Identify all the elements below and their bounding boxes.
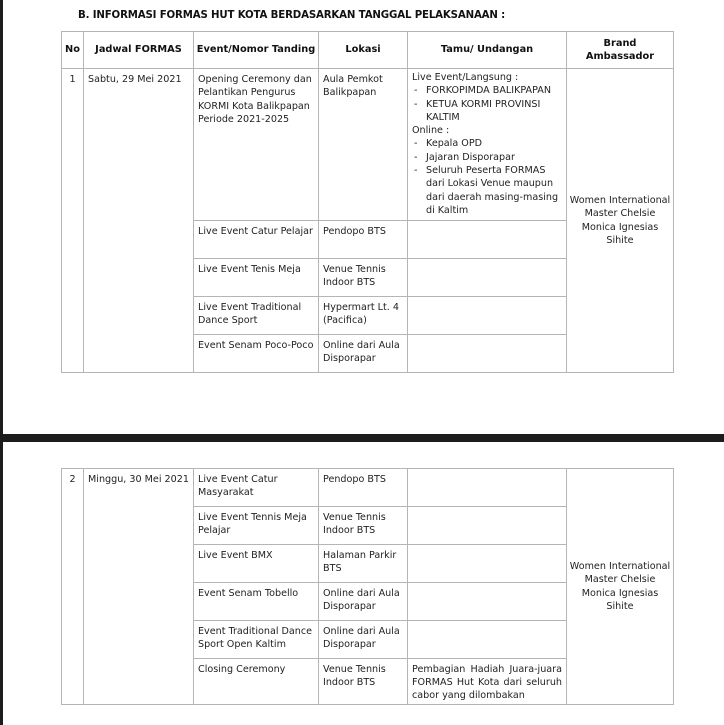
brand-ambassador: Women International Master Chelsie Monica Ignesias Sihite [567, 469, 674, 705]
schedule-date: Sabtu, 29 Mei 2021 [84, 69, 194, 373]
event-name: Live Event BMX [194, 545, 319, 583]
event-location: Online dari Aula Disporapar [319, 335, 408, 373]
guests-online-label: Online : [412, 125, 450, 137]
event-guests [408, 469, 567, 507]
event-name: Live Event Tenis Meja [194, 259, 319, 297]
event-name: Closing Ceremony [194, 659, 319, 705]
event-location: Aula Pemkot Balikpapan [319, 69, 408, 221]
event-guests [408, 545, 567, 583]
table-row [62, 469, 674, 507]
event-name: Live Event Traditional Dance Sport [194, 297, 319, 335]
left-edge-border [0, 0, 3, 725]
guests-live-list [412, 84, 562, 124]
schedule-table-day1 [61, 31, 674, 373]
event-guests [408, 583, 567, 621]
guest-item: - Seluruh Peserta FORMAS dari Lokasi Venue maupun dari daerah masing-masing di Kaltim [412, 164, 562, 217]
table-row [62, 69, 674, 221]
event-guests [408, 297, 567, 335]
event-guests [408, 221, 567, 259]
row-number: 2 [62, 469, 84, 705]
event-location: Online dari Aula Disporapar [319, 583, 408, 621]
column-header-schedule: Jadwal FORMAS [84, 32, 194, 69]
column-header-brand-ambassador: Brand Ambassador [567, 32, 674, 69]
event-guests [408, 69, 567, 221]
event-location: Venue Tennis Indoor BTS [319, 259, 408, 297]
event-name: Live Event Tennis Meja Pelajar [194, 507, 319, 545]
guest-item: - FORKOPIMDA BALIKPAPAN [412, 84, 562, 97]
event-location: Venue Tennis Indoor BTS [319, 507, 408, 545]
schedule-table-day2 [61, 468, 674, 705]
guest-item: - Jajaran Disporapar [412, 151, 562, 164]
event-guests [408, 259, 567, 297]
brand-ambassador: Women International Master Chelsie Monica Ignesias Sihite [567, 69, 674, 373]
event-name: Event Senam Tobello [194, 583, 319, 621]
guests-online-list [412, 137, 562, 217]
event-guests: Pembagian Hadiah Juara-juara FORMAS Hut Kota dari seluruh cabor yang dilombakan [408, 659, 567, 705]
event-location: Pendopo BTS [319, 221, 408, 259]
column-header-location: Lokasi [319, 32, 408, 69]
section-heading: B. INFORMASI FORMAS HUT KOTA BERDASARKAN TANGGAL PELAKSANAAN : [78, 10, 506, 21]
guest-item: - Kepala OPD [412, 137, 562, 150]
guests-live-label: Live Event/Langsung : [412, 72, 519, 83]
event-location: Pendopo BTS [319, 469, 408, 507]
table-header-row [62, 32, 674, 69]
event-name: Live Event Catur Masyarakat [194, 469, 319, 507]
page-separator [0, 434, 724, 442]
column-header-event: Event/Nomor Tanding [194, 32, 319, 69]
event-location: Venue Tennis Indoor BTS [319, 659, 408, 705]
guest-item: - KETUA KORMI PROVINSI KALTIM [412, 98, 562, 125]
event-guests [408, 335, 567, 373]
event-location: Hypermart Lt. 4 (Pacifica) [319, 297, 408, 335]
event-location: Halaman Parkir BTS [319, 545, 408, 583]
column-header-no: No [62, 32, 84, 69]
event-name: Opening Ceremony dan Pelantikan Pengurus KORMI Kota Balikpapan Periode 2021-2025 [194, 69, 319, 221]
event-name: Live Event Catur Pelajar [194, 221, 319, 259]
schedule-date: Minggu, 30 Mei 2021 [84, 469, 194, 705]
event-guests [408, 507, 567, 545]
event-name: Event Senam Poco-Poco [194, 335, 319, 373]
event-location: Online dari Aula Disporapar [319, 621, 408, 659]
event-guests [408, 621, 567, 659]
event-name: Event Traditional Dance Sport Open Kaltim [194, 621, 319, 659]
column-header-guests: Tamu/ Undangan [408, 32, 567, 69]
row-number: 1 [62, 69, 84, 373]
